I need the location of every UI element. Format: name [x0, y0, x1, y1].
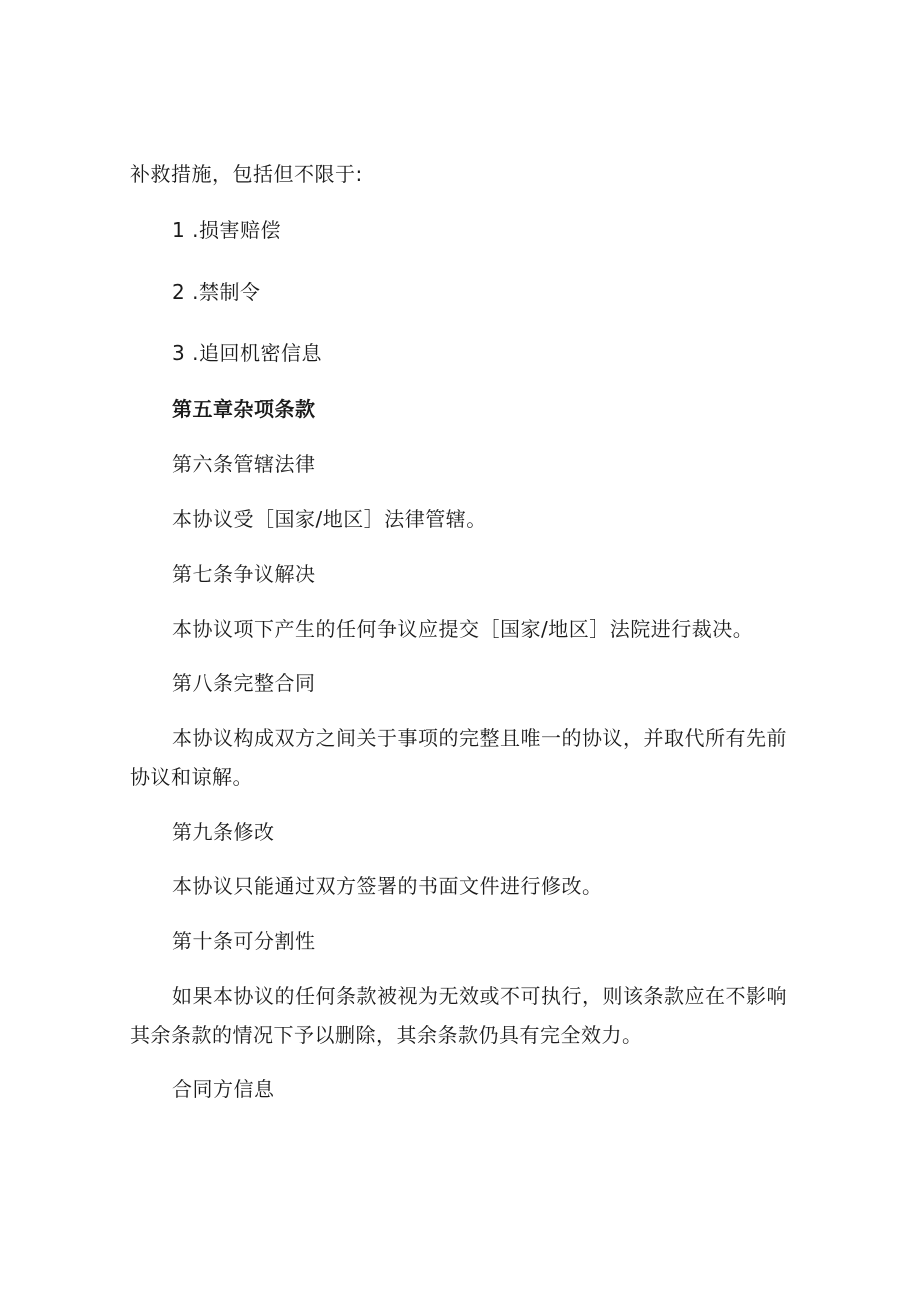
article9-heading: 第九条修改	[172, 820, 275, 844]
parties-heading: 合同方信息	[172, 1077, 275, 1101]
article8-body-line1: 本协议构成双方之间关于事项的完整且唯一的协议，并取代所有先前	[172, 726, 787, 750]
intro-text: 补救措施，包括但不限于:	[130, 162, 363, 186]
article7-body: 本协议项下产生的任何争议应提交［国家/地区］法院进行裁决。	[172, 617, 754, 641]
article8-heading: 第八条完整合同	[172, 671, 316, 695]
remedy-item-1: 1 .损害赔偿	[172, 218, 281, 242]
article7-heading: 第七条争议解决	[172, 562, 316, 586]
chapter-heading: 第五章杂项条款	[172, 397, 316, 421]
article6-body: 本协议受［国家/地区］法律管辖。	[172, 507, 487, 531]
article9-body: 本协议只能通过双方签署的书面文件进行修改。	[172, 874, 603, 898]
article8-body-line2: 协议和谅解。	[130, 765, 253, 789]
remedy-item-2: 2 .禁制令	[172, 280, 261, 304]
remedy-item-3: 3 .追回机密信息	[172, 341, 322, 365]
article10-heading: 第十条可分割性	[172, 929, 316, 953]
article6-heading: 第六条管辖法律	[172, 452, 316, 476]
article10-body-line2: 其余条款的情况下予以删除，其余条款仍具有完全效力。	[130, 1023, 643, 1047]
article10-body-line1: 如果本协议的任何条款被视为无效或不可执行，则该条款应在不影响	[172, 984, 787, 1008]
